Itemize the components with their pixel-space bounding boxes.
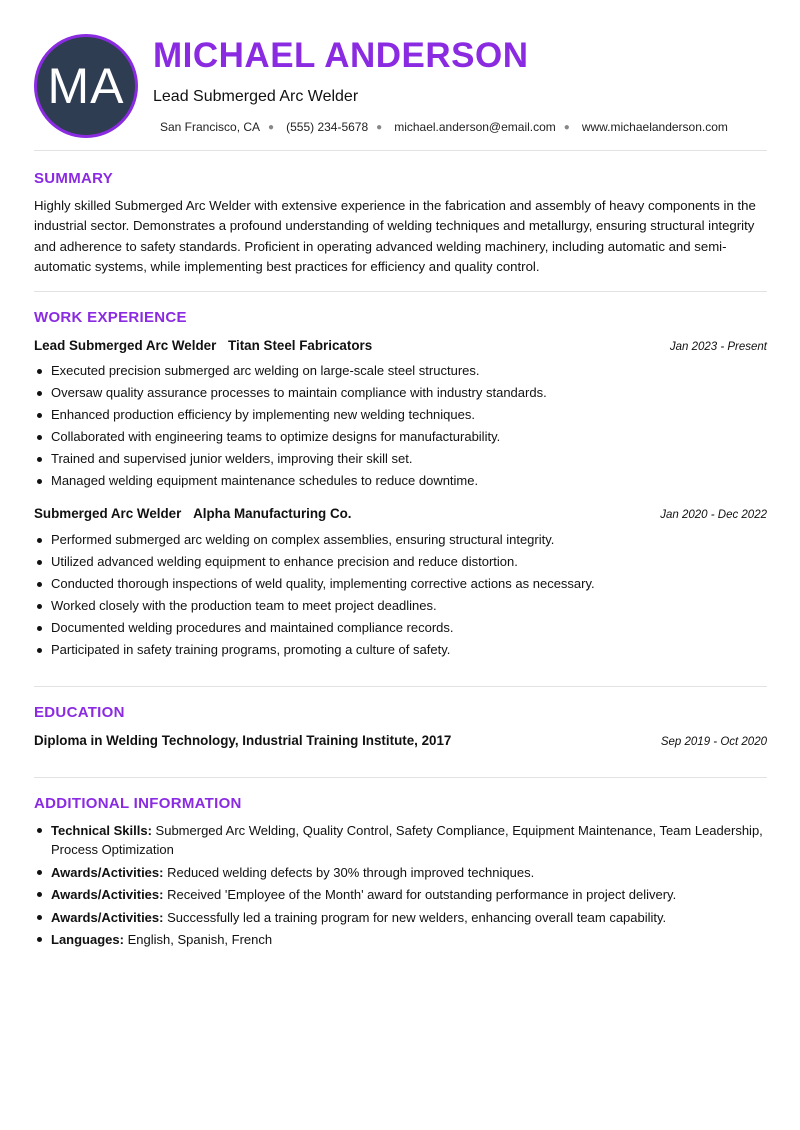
additional-info-heading: ADDITIONAL INFORMATION [34, 795, 242, 812]
avatar: MA [34, 34, 138, 138]
job-title: Lead Submerged Arc Welder [153, 88, 359, 105]
info-label: Technical Skills: [51, 823, 152, 838]
contact-email[interactable]: michael.anderson@email.com [394, 120, 556, 134]
job-bullets [34, 529, 767, 661]
education-dates: Sep 2019 - Oct 2020 [660, 736, 767, 748]
contact-location: San Francisco, CA [160, 120, 261, 134]
job-bullets [34, 360, 767, 492]
list-item: Utilized advanced welding equipment to enhance precision and reduce distortion. [34, 551, 767, 573]
contact-website[interactable]: www.michaelanderson.com [581, 120, 728, 134]
list-item [34, 930, 767, 949]
list-item [34, 863, 767, 882]
list-item: Performed submerged arc welding on complex assemblies, ensuring structural integrity. [34, 529, 767, 551]
job-header [34, 338, 767, 353]
additional-info-list [34, 821, 767, 953]
info-text: Received 'Employee of the Month' award for outstanding performance in project delivery. [167, 887, 677, 902]
candidate-name: MICHAEL ANDERSON [153, 36, 529, 75]
summary-heading: SUMMARY [34, 170, 114, 187]
job-dates: Jan 2020 - Dec 2022 [660, 509, 767, 521]
education-heading: EDUCATION [34, 704, 125, 721]
work-experience-heading: WORK EXPERIENCE [34, 309, 187, 326]
list-item [34, 821, 767, 859]
info-label: Awards/Activities: [51, 909, 164, 925]
info-label: Awards/Activities: [51, 887, 164, 902]
job-role: Submerged Arc Welder [34, 506, 182, 521]
separator-dot-icon: ● [376, 121, 383, 133]
education-degree: Diploma in Welding Technology, Industrial Training Institute, 2017 [34, 733, 452, 748]
list-item [34, 885, 767, 904]
list-item: Conducted thorough inspections of weld quality, implementing corrective actions as necessary. [34, 573, 767, 595]
info-text: English, Spanish, French [127, 932, 273, 947]
list-item: Worked closely with the production team to meet project deadlines. [34, 595, 767, 617]
job-dates: Jan 2023 - Present [669, 341, 767, 353]
contact-phone[interactable]: (555) 234-5678 [286, 120, 369, 134]
separator-dot-icon: ● [268, 121, 275, 133]
job-role: Lead Submerged Arc Welder [34, 338, 217, 353]
list-item: Enhanced production efficiency by implementing new welding techniques. [34, 404, 767, 426]
list-item: Managed welding equipment maintenance schedules to reduce downtime. [34, 470, 767, 492]
separator-dot-icon: ● [563, 121, 570, 133]
job-company: Alpha Manufacturing Co. [193, 506, 352, 521]
divider [34, 686, 767, 687]
info-label: Awards/Activities: [51, 864, 164, 880]
summary-text: Highly skilled Submerged Arc Welder with extensive experience in the fabrication and assembly of heavy components in the industrial sector. Demonstrates a profound understanding of welding techniques and metallurgy, ensuring structural integrity and adherence to safety standards. Proficient in operating advanced welding machinery, including automatic and semi-automatic systems, while implementing best practices for efficiency and quality control. [34, 198, 756, 274]
job-company: Titan Steel Fabricators [228, 338, 373, 353]
job-header [34, 506, 767, 521]
info-label: Languages: [51, 932, 124, 947]
list-item: Oversaw quality assurance processes to maintain compliance with industry standards. [34, 382, 767, 404]
list-item: Participated in safety training programs, promoting a culture of safety. [34, 639, 767, 661]
list-item: Trained and supervised junior welders, improving their skill set. [34, 448, 767, 470]
list-item [34, 908, 767, 927]
info-text: Successfully led a training program for new welders, enhancing overall team capability. [167, 909, 667, 925]
info-text: Submerged Arc Welding, Quality Control, Safety Compliance, Equipment Maintenance, Team Leadership, Process Optimization [51, 823, 763, 857]
divider [34, 777, 767, 778]
divider [34, 291, 767, 292]
contact-bar [160, 120, 728, 134]
list-item: Collaborated with engineering teams to optimize designs for manufacturability. [34, 426, 767, 448]
info-text: Reduced welding defects by 30% through improved techniques. [167, 864, 535, 880]
list-item: Executed precision submerged arc welding on large-scale steel structures. [34, 360, 767, 382]
education-entry [34, 733, 767, 748]
divider [34, 150, 767, 151]
list-item: Documented welding procedures and maintained compliance records. [34, 617, 767, 639]
